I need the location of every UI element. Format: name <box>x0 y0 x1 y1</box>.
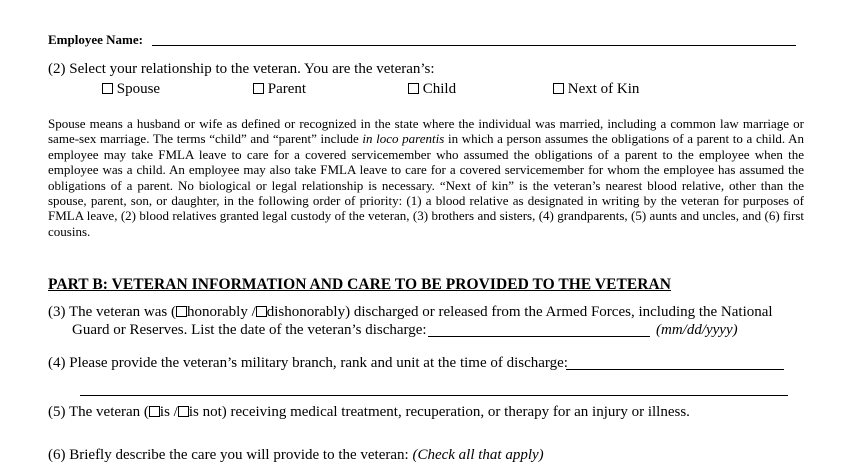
child-checkbox[interactable] <box>408 83 419 94</box>
care-description-question: (6) Briefly describe the care you will provide to the veteran: (Check all that apply) <box>48 447 544 463</box>
parent-label: Parent <box>267 81 307 97</box>
dishonorably-checkbox[interactable] <box>256 306 267 317</box>
military-branch-field-continued[interactable] <box>80 395 788 396</box>
dishonorably-label: dishonorably) discharged or released from the Armed Forces, including the National <box>266 304 773 320</box>
relationship-definition: Spouse means a husband or wife as defined or recognized in the state where the individual was married, including a common law marriage or same-sex marriage. The terms “child” and “parent” include in loco parentis in which a person assumes the obligations of a parent to a child. An employee may take FMLA leave to care for a covered servicemember who assumed the obligations of a parent to the employee when the employee was a child. An employee may also take FMLA leave to care for a covered servicemember for whom the employee has assumed the obligations of a parent. No biological or legal relationship is necessary. “Next of kin” is the veteran’s nearest blood relative, other than the spouse, parent, son, or daughter, in the following order of priority: (1) a blood relative as designated in writing by the veteran for purposes of FMLA leave, (2) blood relatives granted legal custody of the veteran, (3) brothers and sisters, (4) grandparents, (5) aunts and uncles, and (6) first cousins. <box>48 116 804 239</box>
employee-name-field[interactable] <box>152 45 796 46</box>
employee-name-label: Employee Name: <box>48 32 143 47</box>
spouse-checkbox[interactable] <box>102 83 113 94</box>
honorably-checkbox[interactable] <box>176 306 187 317</box>
date-format-hint: (mm/dd/yyyy) <box>656 322 738 338</box>
parent-option[interactable] <box>253 81 306 98</box>
is-not-receiving-checkbox[interactable] <box>178 406 189 417</box>
part-b-heading: PART B: VETERAN INFORMATION AND CARE TO BE PROVIDED TO THE VETERAN <box>48 276 672 293</box>
honorably-label: honorably / <box>187 304 256 320</box>
check-all-note: (Check all that apply) <box>412 447 544 463</box>
next-of-kin-option[interactable] <box>553 81 639 98</box>
definition-emphasis: in loco parentis <box>362 131 445 147</box>
child-label: Child <box>422 81 457 97</box>
spouse-option[interactable] <box>102 81 160 98</box>
discharge-date-field[interactable] <box>428 336 650 337</box>
spouse-label: Spouse <box>116 81 161 97</box>
child-option[interactable] <box>408 81 456 98</box>
military-branch-question: (4) Please provide the veteran’s military branch, rank and unit at the time of discharge: <box>48 355 568 371</box>
relationship-question: (2) Select your relationship to the veteran. You are the veteran’s: <box>48 61 435 77</box>
is-not-receiving-label: is not) receiving medical treatment, recuperation, or therapy for an injury or illness. <box>188 404 690 420</box>
is-receiving-checkbox[interactable] <box>149 406 160 417</box>
is-receiving-label: is / <box>159 404 178 420</box>
next-of-kin-label: Next of Kin <box>567 81 640 97</box>
parent-checkbox[interactable] <box>253 83 264 94</box>
discharge-date-label: Guard or Reserves. List the date of the veteran’s discharge: <box>72 322 427 338</box>
treatment-question: (5) The veteran ( is / is not) receiving medical treatment, recuperation, or therapy for an injury or illness. <box>48 404 690 420</box>
next-of-kin-checkbox[interactable] <box>553 83 564 94</box>
military-branch-field[interactable] <box>566 369 784 370</box>
discharge-question: (3) The veteran was ( honorably / dishonorably) discharged or released from the Armed Forces, including the National <box>48 304 773 320</box>
